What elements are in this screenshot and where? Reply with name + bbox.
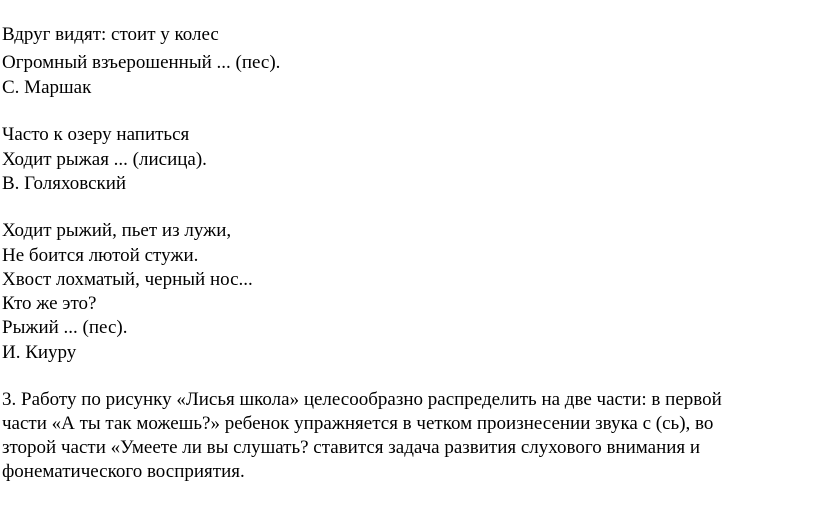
paragraph-line-3: зторой части «Умеете ли вы слушать? ставится задача развития слухового внимания и [2,437,701,458]
paragraph-line-2: части «А ты так можешь?» ребенок упражняется в четком произнесении звука с (сь), во [2,413,714,434]
poem-3-line-3: Хвост лохматый, черный нос... [2,269,253,290]
poem-2-line-2: Ходит рыжая ... (лисица). [2,149,207,170]
poem-3-line-2: Не боится лютой стужи. [2,245,199,266]
poem-3-line-4: Кто же это? [2,293,97,314]
poem-3-line-1: Ходит рыжий, пьет из лужи, [2,220,232,241]
poem-2-line-1: Часто к озеру напиться [2,124,190,145]
poem-1-line-1: Вдруг видят: стоит у колес [2,24,219,45]
poem-1-author: С. Маршак [2,77,92,98]
poem-3-line-5: Рыжий ... (пес). [2,317,128,338]
poem-1-line-2: Огромный взъерошенный ... (пес). [2,52,281,73]
paragraph-line-4: фонематического восприятия. [2,461,245,482]
poem-3-author: И. Киуру [2,342,77,363]
poem-2-author: В. Голяховский [2,173,127,194]
paragraph-line-1: 3. Работу по рисунку «Лисья школа» целесообразно распределить на две части: в первой [2,389,722,410]
